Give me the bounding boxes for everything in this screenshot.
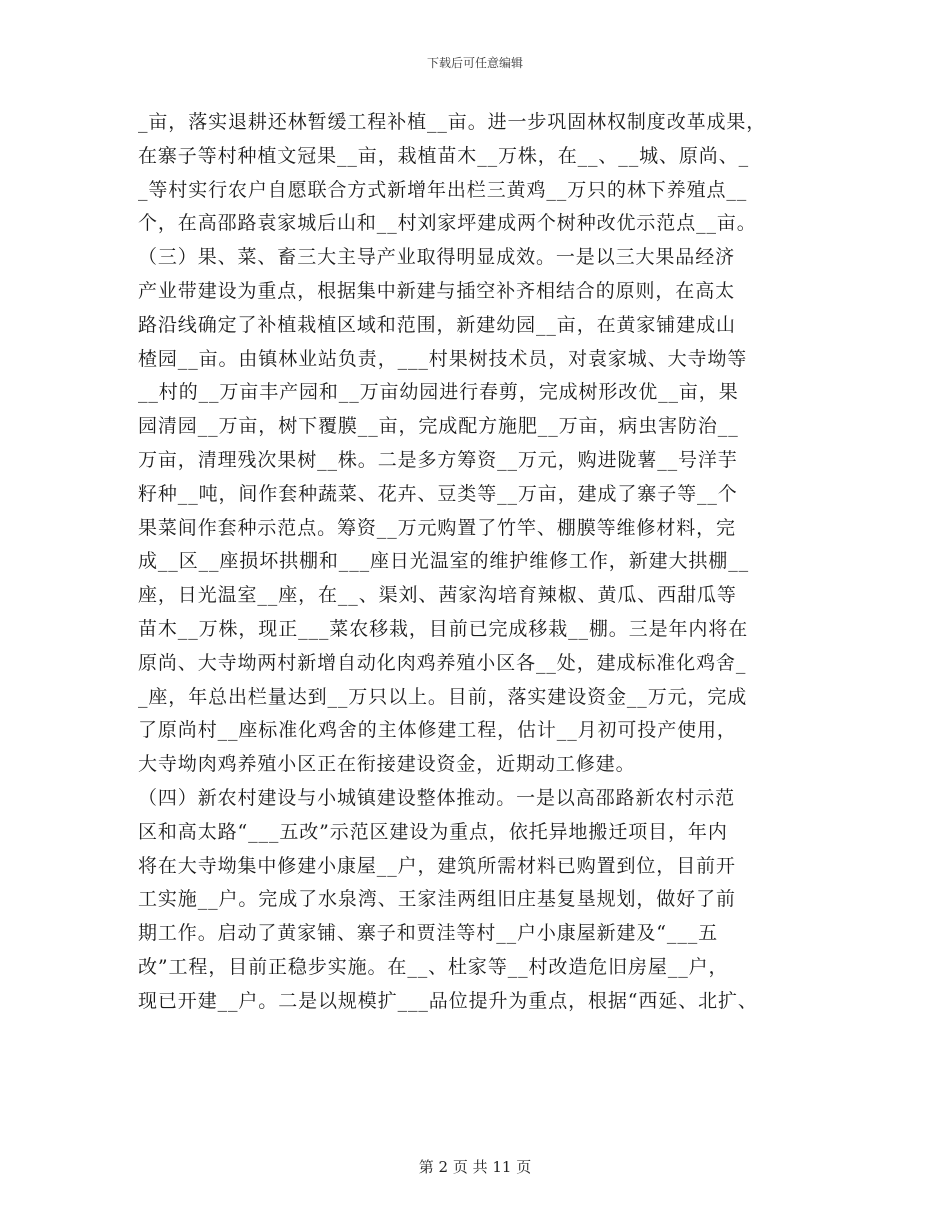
page-number: 第 2 页 共 11 页 [418,1158,532,1176]
text-line: 个，在高邵路袁家城后山和__村刘家坪建成两个树种改优示范点__亩。 [138,212,757,235]
page-header-note: 下载后可任意编辑 [426,56,523,70]
text-line: 万亩，清理残次果树__株。二是多方筹资__万元，购进陇薯__号洋芋 [138,448,738,471]
text-line: 了原尚村__座标准化鸡舍的主体修建工程，估计__月初可投产使用， [138,719,737,742]
text-line: （四）新农村建设与小城镇建设整体推动。一是以高邵路新农村示范 [138,786,736,809]
text-line: 在寨子等村种植文冠果__亩，栽植苗木__万株，在__、__城、原尚、_ [138,144,750,167]
text-line: _等村实行农户自愿联合方式新增年出栏三黄鸡__万只的林下养殖点__ [138,178,748,201]
text-line: 籽种__吨，间作套种蔬菜、花卉、豆类等__万亩，建成了寨子等__个 [138,482,738,505]
text-line: __村的__万亩丰产园和__万亩幼园进行春剪，完成树形改优__亩，果 [138,381,739,404]
text-line: 现已开建__户。二是以规模扩___品位提升为重点，根据“西延、北扩、 [138,989,758,1012]
text-line: 将在大寺坳集中修建小康屋__户，建筑所需材料已购置到位，目前开 [138,854,736,877]
text-line: 苗木__万株，现正___菜农移栽，目前已完成移栽__棚。三是年内将在 [138,617,749,640]
text-line: 改”工程，目前正稳步实施。在__、杜家等__村改造危旧房屋__户， [138,955,729,978]
text-line: 产业带建设为重点，根据集中新建与插空补齐相结合的原则，在高太 [138,279,736,302]
text-line: 原尚、大寺坳两村新增自动化肉鸡养殖小区各__处，建成标准化鸡舍_ [138,651,747,674]
text-line: 园清园__万亩，树下覆膜__亩，完成配方施肥__万亩，病虫害防治__ [138,415,739,438]
text-line: 座，日光温室__座，在__、渠刘、茜家沟培育辣椒、黄瓜、西甜瓜等 [138,584,737,607]
text-line: 工实施__户。完成了水泉湾、王家洼两组旧庄基复垦规划，做好了前 [138,888,736,911]
document-body [138,106,818,1019]
text-line: 路沿线确定了补植栽植区域和范围，新建幼园__亩，在黄家铺建成山 [138,313,736,336]
text-line: _亩，落实退耕还林暂缓工程补植__亩。进一步巩固林权制度改革成果， [138,111,767,133]
text-line: _座，年总出栏量达到__万只以上。目前，落实建设资金__万元，完成 [138,685,748,708]
text-line: 果菜间作套种示范点。筹资__万元购置了竹竿、棚膜等维修材料，完 [138,516,736,539]
text-line: 大寺坳肉鸡养殖小区正在衔接建设资金，近期动工修建。 [138,753,636,776]
text-line: 区和高太路“___五改”示范区建设为重点，依托异地搬迁项目，年内 [138,820,728,843]
text-line: （三）果、菜、畜三大主导产业取得明显成效。一是以三大果品经济 [138,246,736,269]
text-line: 期工作。启动了黄家铺、寨子和贾洼等村__户小康屋新建及“___五 [138,922,719,945]
text-line: 楂园__亩。由镇林业站负责，___村果树技术员，对袁家城、大寺坳等 [138,347,748,370]
text-line: 成__区__座损坏拱棚和___座日光温室的维护维修工作，新建大拱棚__ [138,550,750,573]
